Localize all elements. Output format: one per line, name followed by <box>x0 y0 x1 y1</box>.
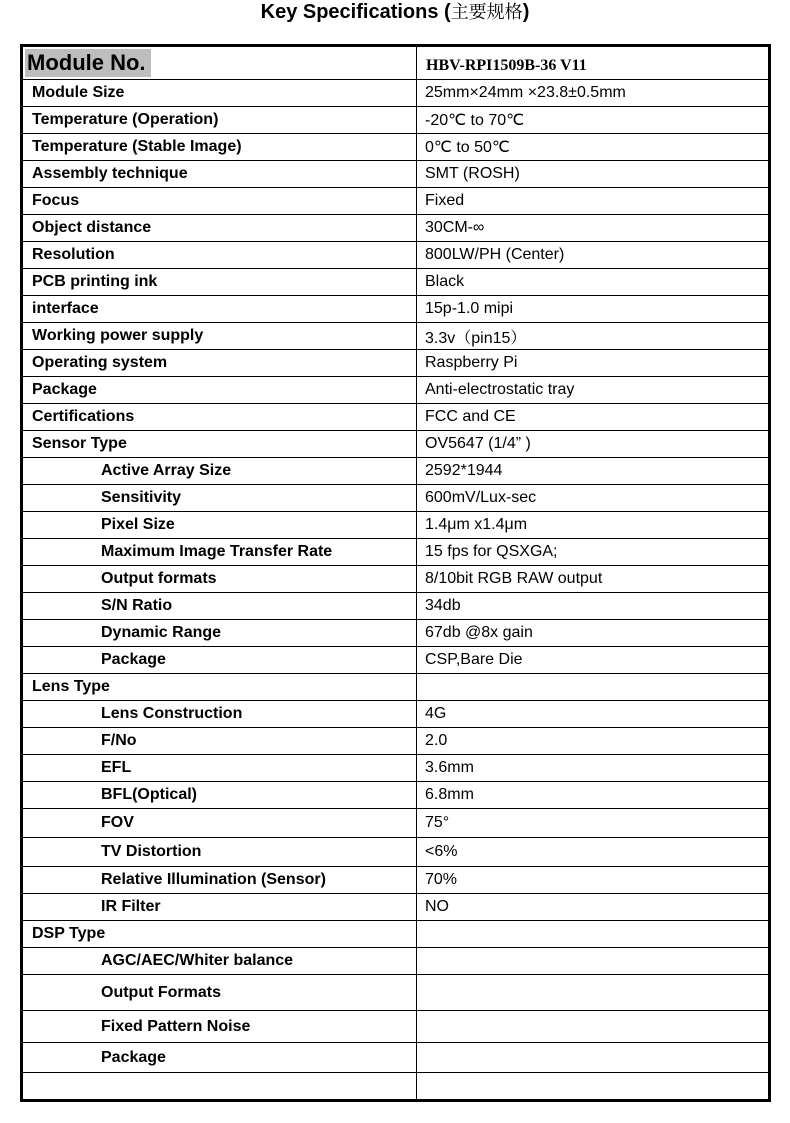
spec-label: FOV <box>22 809 417 838</box>
spec-value <box>417 1043 770 1073</box>
spec-row <box>22 728 770 755</box>
spec-row <box>22 458 770 485</box>
spec-row <box>22 269 770 296</box>
spec-value: 600mV/Lux-sec <box>417 485 770 512</box>
spec-row <box>22 161 770 188</box>
spec-value: 0℃ to 50℃ <box>417 134 770 161</box>
spec-row <box>22 1011 770 1043</box>
spec-row <box>22 485 770 512</box>
spec-value: FCC and CE <box>417 404 770 431</box>
spec-row <box>22 674 770 701</box>
spec-value: 67db @8x gain <box>417 620 770 647</box>
spec-label: Focus <box>22 188 417 215</box>
spec-row <box>22 975 770 1011</box>
spec-row <box>22 809 770 838</box>
spec-row <box>22 620 770 647</box>
module-row <box>22 46 770 80</box>
spec-value: Raspberry Pi <box>417 350 770 377</box>
spec-label: IR Filter <box>22 894 417 921</box>
module-label: Module No. <box>25 49 151 77</box>
spec-row <box>22 215 770 242</box>
spec-row <box>22 404 770 431</box>
spec-row <box>22 296 770 323</box>
spec-value: 30CM-∞ <box>417 215 770 242</box>
spec-label: Resolution <box>22 242 417 269</box>
spec-value: SMT (ROSH) <box>417 161 770 188</box>
spec-row <box>22 512 770 539</box>
spec-row <box>22 647 770 674</box>
spec-label: Dynamic Range <box>22 620 417 647</box>
spec-label: Maximum Image Transfer Rate <box>22 539 417 566</box>
spec-row <box>22 134 770 161</box>
spec-row <box>22 431 770 458</box>
spec-label: EFL <box>22 755 417 782</box>
spec-value: <6% <box>417 838 770 867</box>
spec-label: Object distance <box>22 215 417 242</box>
spec-row <box>22 782 770 809</box>
spec-row <box>22 80 770 107</box>
spec-label: Lens Type <box>22 674 417 701</box>
spec-label: Module Size <box>22 80 417 107</box>
spec-value: -20℃ to 70℃ <box>417 107 770 134</box>
spec-value: Fixed <box>417 188 770 215</box>
spec-label: DSP Type <box>22 921 417 948</box>
spec-value: 2592*1944 <box>417 458 770 485</box>
spec-table <box>20 44 771 1102</box>
spec-label: Certifications <box>22 404 417 431</box>
spec-row <box>22 323 770 350</box>
spec-row <box>22 242 770 269</box>
spec-value <box>417 1011 770 1043</box>
spec-label: Fixed Pattern Noise <box>22 1011 417 1043</box>
spec-label: F/No <box>22 728 417 755</box>
spec-label: Lens Construction <box>22 701 417 728</box>
spec-label: Temperature (Operation) <box>22 107 417 134</box>
spec-value <box>417 1073 770 1101</box>
spec-label: Package <box>22 377 417 404</box>
spec-label <box>22 1073 417 1101</box>
spec-label: Relative Illumination (Sensor) <box>22 867 417 894</box>
spec-label: Temperature (Stable Image) <box>22 134 417 161</box>
spec-value: OV5647 (1/4” ) <box>417 431 770 458</box>
spec-value: 800LW/PH (Center) <box>417 242 770 269</box>
spec-value: 3.6mm <box>417 755 770 782</box>
spec-row <box>22 593 770 620</box>
spec-value: 34db <box>417 593 770 620</box>
spec-value: CSP,Bare Die <box>417 647 770 674</box>
spec-row <box>22 755 770 782</box>
spec-label: Operating system <box>22 350 417 377</box>
spec-value: 8/10bit RGB RAW output <box>417 566 770 593</box>
spec-row <box>22 701 770 728</box>
spec-label: Assembly technique <box>22 161 417 188</box>
spec-row <box>22 539 770 566</box>
spec-value: 15 fps for QSXGA; <box>417 539 770 566</box>
spec-row <box>22 894 770 921</box>
spec-row <box>22 838 770 867</box>
title-close: ) <box>522 1 530 23</box>
spec-label: TV Distortion <box>22 838 417 867</box>
spec-label: Package <box>22 1043 417 1073</box>
spec-value <box>417 948 770 975</box>
spec-value: 75° <box>417 809 770 838</box>
spec-row <box>22 107 770 134</box>
spec-value: Anti-electrostatic tray <box>417 377 770 404</box>
spec-value: 1.4μm x1.4μm <box>417 512 770 539</box>
spec-label: Active Array Size <box>22 458 417 485</box>
spec-table-body <box>22 46 770 1101</box>
module-value: HBV-RPI1509B-36 V11 <box>417 46 770 80</box>
spec-value: 3.3v（pin15） <box>417 323 770 350</box>
spec-label: BFL(Optical) <box>22 782 417 809</box>
spec-label: Pixel Size <box>22 512 417 539</box>
spec-row <box>22 867 770 894</box>
spec-label: Sensitivity <box>22 485 417 512</box>
module-label-cell <box>22 46 417 80</box>
spec-label: Working power supply <box>22 323 417 350</box>
spec-row <box>22 1043 770 1073</box>
spec-label: PCB printing ink <box>22 269 417 296</box>
spec-value: Black <box>417 269 770 296</box>
spec-value <box>417 921 770 948</box>
spec-row <box>22 566 770 593</box>
spec-row <box>22 1073 770 1101</box>
title-chinese: 主要规格 <box>450 2 523 23</box>
spec-value: NO <box>417 894 770 921</box>
spec-value: 6.8mm <box>417 782 770 809</box>
page-title <box>0 0 790 25</box>
spec-label: Output formats <box>22 566 417 593</box>
spec-label: Output Formats <box>22 975 417 1011</box>
spec-row <box>22 948 770 975</box>
title-text: Key Specifications ( <box>260 1 451 23</box>
spec-row <box>22 350 770 377</box>
spec-label: interface <box>22 296 417 323</box>
spec-label: Sensor Type <box>22 431 417 458</box>
spec-value: 2.0 <box>417 728 770 755</box>
spec-label: Package <box>22 647 417 674</box>
spec-value <box>417 975 770 1011</box>
spec-value: 25mm×24mm ×23.8±0.5mm <box>417 80 770 107</box>
spec-row <box>22 921 770 948</box>
spec-value <box>417 674 770 701</box>
spec-value: 15p-1.0 mipi <box>417 296 770 323</box>
spec-row <box>22 377 770 404</box>
spec-value: 4G <box>417 701 770 728</box>
spec-value: 70% <box>417 867 770 894</box>
spec-row <box>22 188 770 215</box>
spec-label: AGC/AEC/Whiter balance <box>22 948 417 975</box>
spec-label: S/N Ratio <box>22 593 417 620</box>
